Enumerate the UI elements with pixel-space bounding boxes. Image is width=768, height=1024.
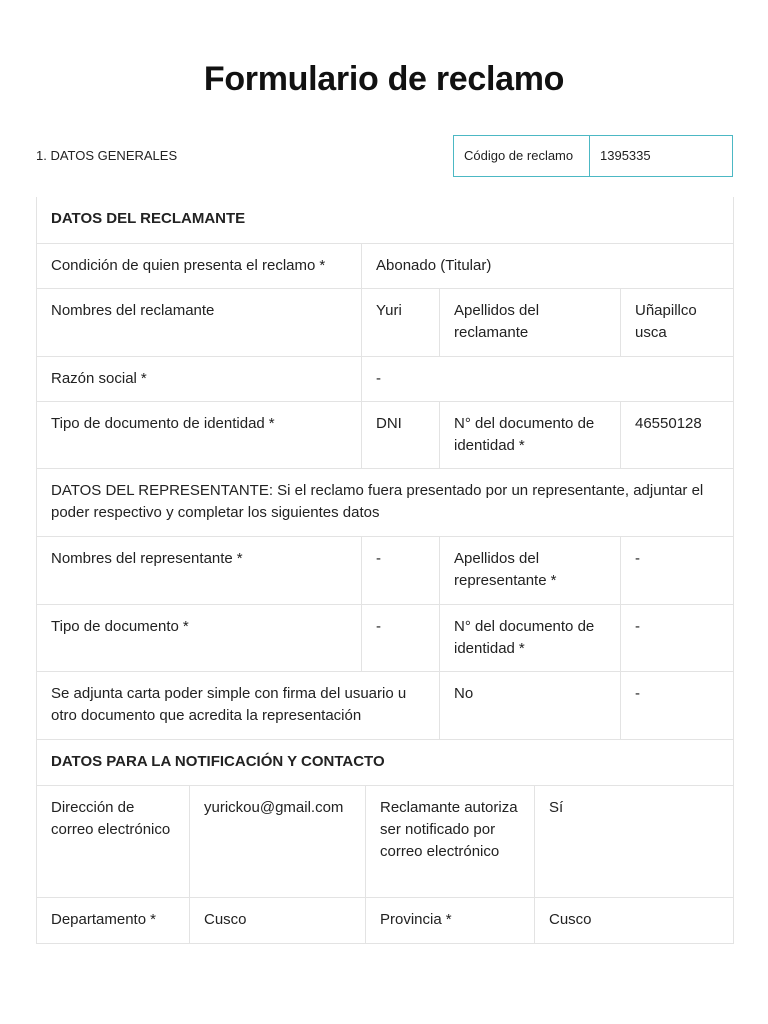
province-label: Provincia * [366, 897, 535, 943]
id-number-value: 46550128 [621, 401, 734, 468]
email-value: yurickou@gmail.com [190, 786, 366, 897]
representative-section-header: DATOS DEL REPRESENTANTE: Si el reclamo fuera presentado por un representante, adjuntar el poder respectivo y completar los siguientes datos [37, 468, 734, 536]
claimant-names-value: Yuri [362, 288, 440, 356]
claimant-surnames-label: Apellidos del reclamante [440, 288, 621, 356]
claimant-names-label: Nombres del reclamante [37, 288, 362, 356]
required-mark: * [518, 436, 525, 454]
rep-names-value: - [362, 536, 440, 604]
contact-table [36, 786, 734, 944]
rep-doc-number-label: N° del documento de identidad * [440, 604, 621, 671]
required-mark: * [319, 256, 326, 274]
required-mark: * [550, 571, 557, 589]
contact-section-header: DATOS PARA LA NOTIFICACIÓN Y CONTACTO [37, 739, 734, 785]
email-label: Dirección de correo electrónico [37, 786, 190, 897]
claimant-table [36, 197, 734, 786]
department-value: Cusco [190, 897, 366, 943]
notify-consent-value: Sí [535, 786, 734, 897]
required-mark: * [268, 414, 275, 432]
section-label: 1. DATOS GENERALES [36, 148, 178, 163]
required-mark: * [518, 639, 525, 657]
id-type-value: DNI [362, 401, 440, 468]
power-of-attorney-extra: - [621, 671, 734, 739]
claim-code-label: Código de reclamo [454, 136, 590, 176]
condition-label: Condición de quien presenta el reclamo * [37, 243, 362, 288]
notify-consent-label: Reclamante autoriza ser notificado por correo electrónico [366, 786, 535, 897]
claim-code-box [453, 135, 733, 177]
province-value: Cusco [535, 897, 734, 943]
rep-doc-number-value: - [621, 604, 734, 671]
business-name-label: Razón social * [37, 356, 362, 401]
power-of-attorney-value: No [440, 671, 621, 739]
claimant-section-header: DATOS DEL RECLAMANTE [37, 197, 734, 243]
rep-surnames-label: Apellidos del representante * [440, 536, 621, 604]
rep-doc-type-label: Tipo de documento * [37, 604, 362, 671]
rep-surnames-value: - [621, 536, 734, 604]
required-mark: * [140, 369, 147, 387]
business-name-value: - [362, 356, 734, 401]
id-number-label: N° del documento de identidad * [440, 401, 621, 468]
condition-value: Abonado (Titular) [362, 243, 734, 288]
department-label: Departamento * [37, 897, 190, 943]
rep-doc-type-value: - [362, 604, 440, 671]
required-mark: * [182, 617, 189, 635]
required-mark: * [445, 910, 452, 928]
power-of-attorney-label: Se adjunta carta poder simple con firma del usuario u otro documento que acredita la representación [37, 671, 440, 739]
claim-code-value: 1395335 [600, 148, 651, 163]
rep-names-label: Nombres del representante * [37, 536, 362, 604]
required-mark: * [150, 910, 156, 928]
claimant-surnames-value: Uñapillco usca [621, 288, 734, 356]
id-type-label: Tipo de documento de identidad * [37, 401, 362, 468]
required-mark: * [236, 549, 243, 567]
page-title: Formulario de reclamo [203, 60, 565, 98]
